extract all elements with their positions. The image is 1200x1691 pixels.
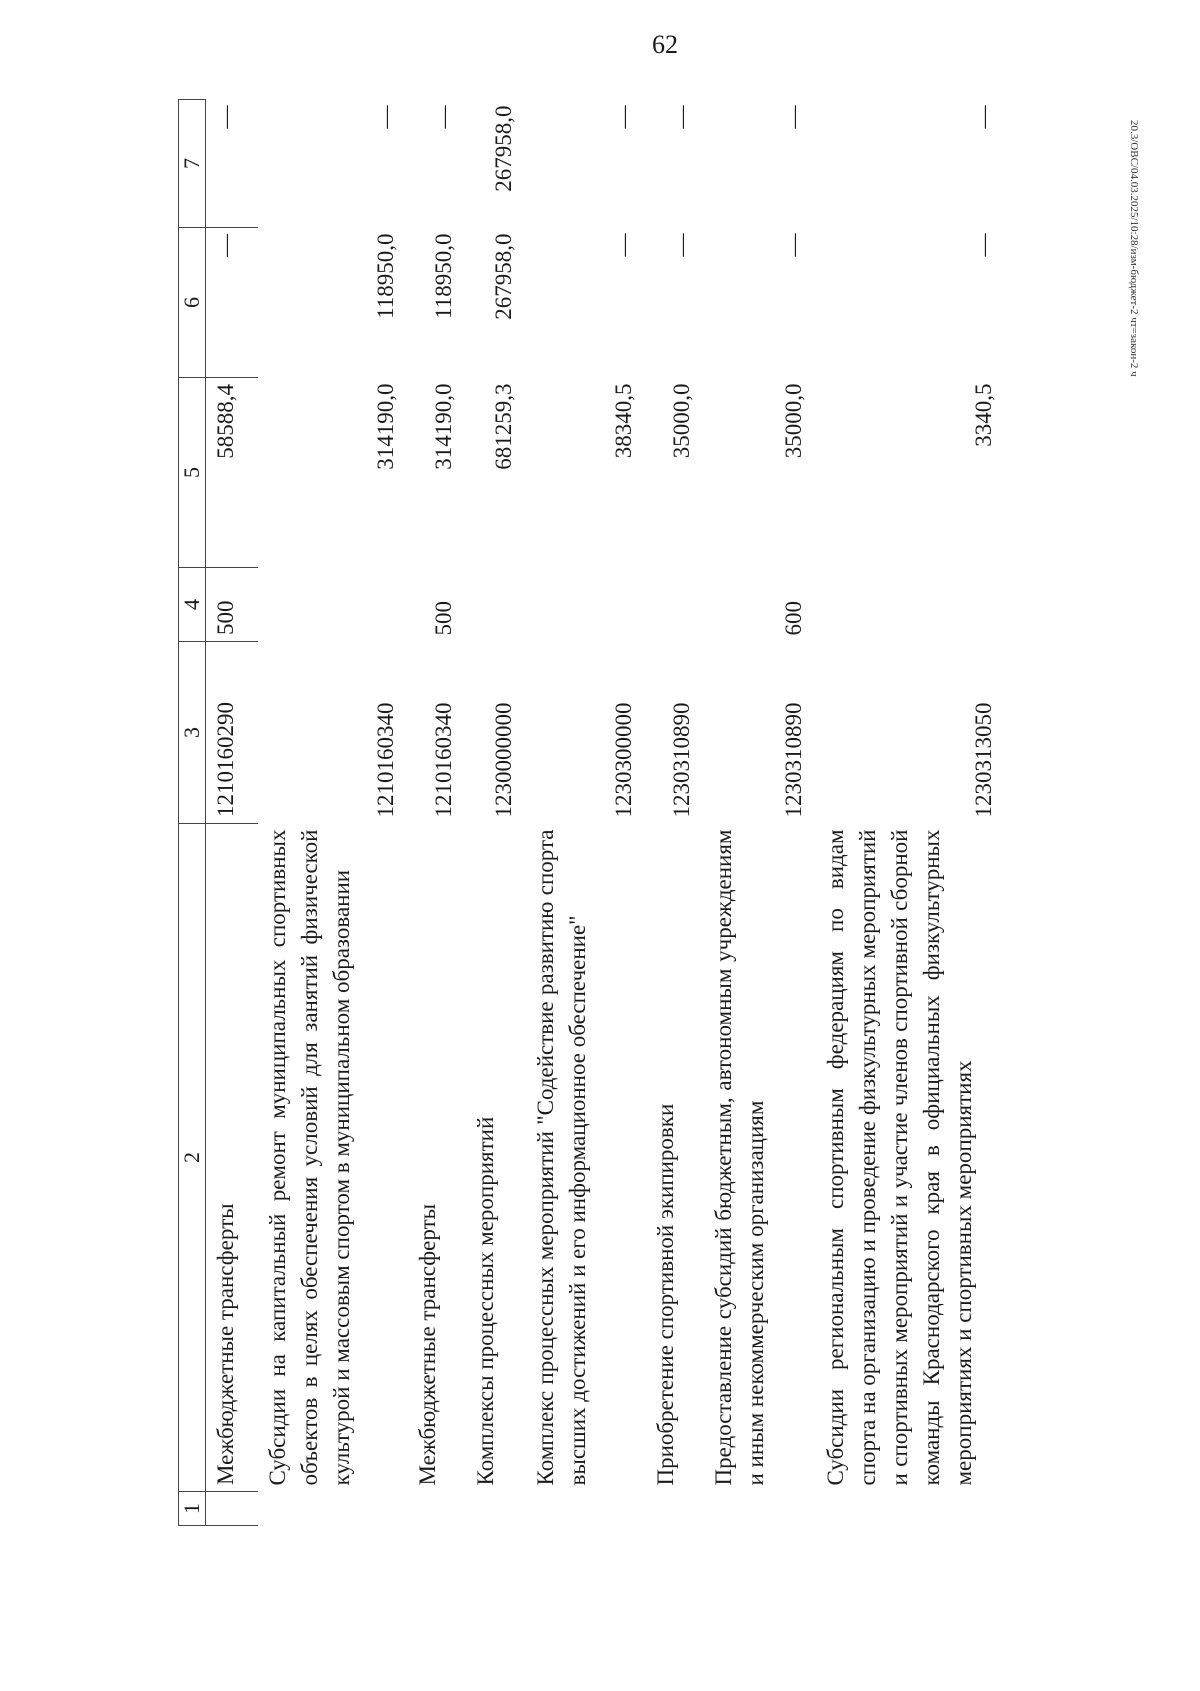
cell-text: — [213,234,238,257]
cell-text: 1230000000 [490,702,516,818]
cell-text: 1210160340 [430,702,456,818]
table-cell-col-3 [646,642,704,824]
page-number: 62 [652,30,678,59]
table-cell-col-4 [526,568,646,642]
table-row [206,100,258,1526]
table-cell-col-5 [258,378,408,568]
table-cell-col-5 [466,378,526,568]
cell-text: — [668,105,694,129]
column-header-5: 5 [179,378,206,568]
cell-text: 1230300000 [610,702,636,818]
table-row [646,100,704,1526]
table-cell-col-4 [816,568,1006,642]
table-cell-col-3 [526,642,646,824]
column-header-6: 6 [179,228,206,378]
table-cell-col-7 [526,100,646,228]
cell-text: 314190,0 [372,383,398,470]
column-header-1: 1 [179,1492,206,1526]
cell-text: Межбюджетные трансферты [213,1203,238,1485]
table-cell-col-1 [466,1492,526,1526]
table-cell-col-4 [206,568,258,642]
cell-text: — [970,105,996,129]
cell-text: — [668,233,694,257]
table-cell-col-5 [704,378,816,568]
cell-text: 1230313050 [970,702,996,818]
cell-text: 267958,0 [490,105,516,192]
column-header-3: 3 [179,642,206,824]
cell-text: 35000,0 [780,383,806,459]
cell-text: — [970,233,996,257]
document-footer-code: 20.3/ОВС/04.03.2025/10:28/изм-бюджет-2 чт=закон-2 ч [1128,120,1140,377]
table-row [526,100,646,1526]
cell-text: 500 [430,601,456,636]
table-cell-col-4 [408,568,466,642]
table-cell-col-6 [704,228,816,378]
table-cell-col-7 [816,100,1006,228]
table-cell-col-5 [816,378,1006,568]
cell-text: Субсидии на капитальный ремонт муниципальных спортивных объектов в целях обеспечения условий для занятий физической культурой и массовым спортом в муниципальном образовании [264,829,354,1486]
table-cell-col-5 [526,378,646,568]
cell-text: — [372,105,398,129]
cell-text: 3340,5 [970,383,996,447]
cell-text: — [780,233,806,257]
cell-text: 500 [213,600,238,635]
column-header-4: 4 [179,568,206,642]
table-cell-col-7 [258,100,408,228]
table-cell-col-3 [206,642,258,824]
table-cell-col-6 [206,228,258,378]
cell-text: Комплексы процессных мероприятий [472,1116,498,1486]
table-cell-col-3 [704,642,816,824]
table-cell-col-1 [408,1492,466,1526]
cell-text: Комплекс процессных мероприятий "Содействие развитию спорта высших достижений и его информационное обеспечение" [532,829,590,1486]
budget-table [178,99,1006,1526]
cell-text: Приобретение спортивной экипировки [652,1103,678,1486]
table-cell-col-4 [466,568,526,642]
table-cell-col-1 [206,1492,258,1526]
table-row [258,100,408,1526]
cell-text: 118950,0 [372,233,398,319]
table-header-row [179,100,206,1526]
table-cell-col-6 [646,228,704,378]
table-cell-col-4 [646,568,704,642]
table-cell-col-6 [408,228,466,378]
column-header-2: 2 [179,824,206,1492]
table-cell-col-2 [206,824,258,1492]
cell-text: — [780,105,806,129]
table-cell-col-6 [258,228,408,378]
cell-text: 35000,0 [668,383,694,459]
table-cell-col-1 [816,1492,1006,1526]
table-cell-col-2 [704,824,816,1492]
table-cell-col-6 [466,228,526,378]
table-cell-col-3 [816,642,1006,824]
cell-text: 1230310890 [668,702,694,818]
table-cell-col-7 [704,100,816,228]
table-cell-col-7 [466,100,526,228]
cell-text: 1210160290 [213,702,238,817]
table-cell-col-2 [258,824,408,1492]
cell-text: — [610,233,636,257]
cell-text: 1230310890 [780,702,806,818]
table-cell-col-4 [258,568,408,642]
table-cell-col-6 [816,228,1006,378]
table-cell-col-7 [646,100,704,228]
cell-text: Субсидии региональным спортивным федерациям по видам спорта на организацию и проведение физкультурных мероприятий и спортивных мероприятий и участие членов спортивной сборной команды Краснодарского края в официальных физкультурных мероприятиях и спортивных мероприятиях [822,829,976,1486]
table-row [816,100,1006,1526]
cell-text: — [430,105,456,129]
table-cell-col-5 [408,378,466,568]
budget-table-frame [178,100,1098,1526]
table-cell-col-1 [704,1492,816,1526]
cell-text: — [213,105,238,129]
cell-text: — [610,105,636,129]
table-cell-col-3 [466,642,526,824]
cell-text: 681259,3 [490,383,516,470]
table-row [466,100,526,1526]
cell-text: 118950,0 [430,233,456,319]
table-row [704,100,816,1526]
cell-text: 58588,4 [213,384,238,459]
cell-text: 1210160340 [372,702,398,818]
table-cell-col-1 [526,1492,646,1526]
cell-text: 38340,5 [610,383,636,459]
table-cell-col-2 [646,824,704,1492]
table-cell-col-3 [258,642,408,824]
column-header-7: 7 [179,100,206,228]
cell-text: 267958,0 [490,233,516,320]
table-cell-col-5 [206,378,258,568]
table-cell-col-7 [206,100,258,228]
table-cell-col-7 [408,100,466,228]
table-cell-col-4 [704,568,816,642]
table-cell-col-2 [408,824,466,1492]
table-cell-col-2 [526,824,646,1492]
table-cell-col-6 [526,228,646,378]
table-cell-col-5 [646,378,704,568]
cell-text: Предоставление субсидий бюджетным, автономным учреждениям и иным некоммерческим организациям [710,829,768,1486]
table-row [408,100,466,1526]
table-cell-col-1 [646,1492,704,1526]
table-cell-col-1 [258,1492,408,1526]
cell-text: Межбюджетные трансферты [414,1203,440,1486]
table-cell-col-2 [816,824,1006,1492]
table-cell-col-2 [466,824,526,1492]
cell-text: 314190,0 [430,383,456,470]
cell-text: 600 [780,601,806,636]
table-cell-col-3 [408,642,466,824]
